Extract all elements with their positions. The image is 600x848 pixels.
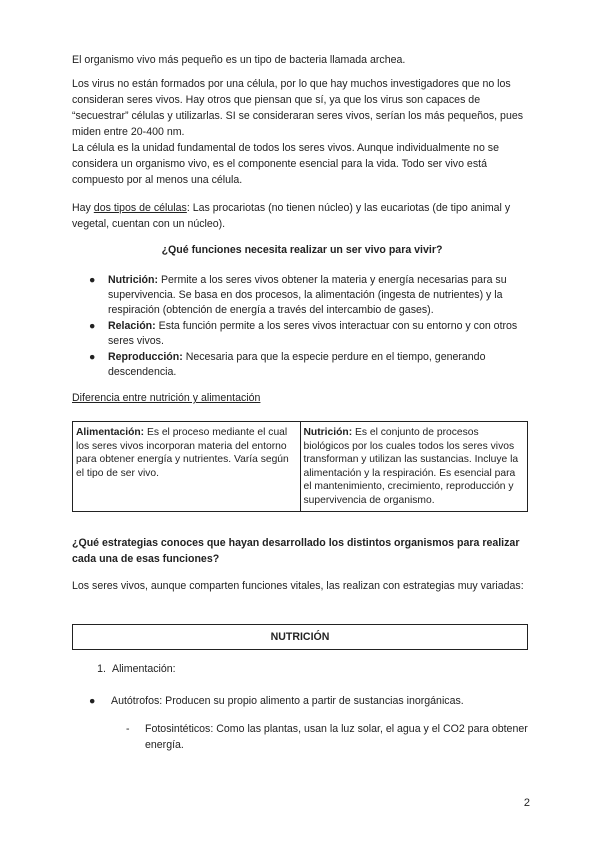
paragraph-celula: La célula es la unidad fundamental de todos los seres vivos. Aunque individualmente no se considera un organismo vivo, es el componente esencial para la vida. Todo ser vivo está compuesto por al menos una célula. <box>72 142 499 186</box>
bullet-autotrofos <box>72 693 532 709</box>
dash-item-fotosinteticos <box>126 721 532 753</box>
definition: Es el conjunto de procesos biológicos por los cuales todos los seres vivos transforman y utilizan las sustancias. Incluye la alimentación y la respiración. Es esencial para el mantenimiento, crecimiento, reproducción y supervivencia de organismo. <box>303 427 519 506</box>
description: Esta función permite a los seres vivos interactuar con su entorno y con otros seres vivos. <box>108 320 518 347</box>
bullet-icon: ● <box>89 695 96 707</box>
term: Nutrición: <box>108 274 159 286</box>
autotrofos-text: Autótrofos: Producen su propio alimento a partir de sustancias inorgánicas. <box>111 695 464 707</box>
cell-alimentacion <box>73 422 301 512</box>
paragraph-prefix: Hay <box>72 202 94 214</box>
paragraph-virus: Los virus no están formados por una célula, por lo que hay muchos investigadores que no los consideran seres vivos. Hay otros que piensan que sí, ya que los virus son capaces de “secuestrar” células y utilizarlas. SI se consideraran seres vivos, serían los más pequeños, pues miden entre 20-400 nm. <box>72 78 524 138</box>
term: Reproducción: <box>108 351 183 363</box>
list-item-reproduccion <box>72 350 532 380</box>
numbered-item-text: Alimentación: <box>112 663 176 675</box>
paragraph-estrategias: Los seres vivos, aunque comparten funciones vitales, las realizan con estrategias muy variadas: <box>72 580 524 592</box>
term: Nutrición: <box>303 427 353 438</box>
list-item-relacion <box>72 319 532 349</box>
difference-heading: Diferencia entre nutrición y alimentación <box>72 392 261 404</box>
underlined-term: dos tipos de células <box>93 202 187 214</box>
table-row <box>73 422 528 512</box>
definition: Es el proceso mediante el cual los seres vivos incorporan materia del entorno para obtener energía y nutrientes. Varía según el tipo de ser vivo. <box>76 427 289 479</box>
cell-nutricion <box>300 422 528 512</box>
question-funciones: ¿Qué funciones necesita realizar un ser vivo para vivir? <box>161 244 443 256</box>
numbered-item-alimentacion <box>72 661 532 677</box>
comparison-table <box>72 421 528 512</box>
description: Permite a los seres vivos obtener la materia y energía necesarias para su supervivencia. Se basa en dos procesos, la alimentación (ingesta de nutrientes) y la respiración (obtención de energía a través del intercambio de gases). <box>108 274 507 316</box>
fotosinteticos-text: Fotosintéticos: Como las plantas, usan la luz solar, el agua y el CO2 para obtener energía. <box>145 723 528 751</box>
bullet-icon: ● <box>89 274 96 286</box>
dash-marker: - <box>126 723 130 735</box>
description: Necesaria para que la especie perdure en el tiempo, generando descendencia. <box>108 351 486 378</box>
paragraph-rest: : Las procariotas (no tienen núcleo) y las eucariotas (de tipo animal y vegetal, cuentan con un núcleo). <box>72 202 511 230</box>
list-item-nutricion <box>72 273 532 318</box>
section-title-box: NUTRICIÓN <box>72 624 528 650</box>
term: Alimentación: <box>76 427 145 438</box>
paragraph-tipos-celulas <box>72 200 532 232</box>
bullet-icon: ● <box>89 320 96 332</box>
page-number: 2 <box>523 797 530 809</box>
list-number: 1. <box>97 663 106 675</box>
term: Relación: <box>108 320 156 332</box>
functions-list <box>72 273 532 381</box>
question-estrategias: ¿Qué estrategias conoces que hayan desarrollado los distintos organismos para realizar cada una de esas funciones? <box>72 537 520 565</box>
paragraph-archea: El organismo vivo más pequeño es un tipo de bacteria llamada archea. <box>72 54 406 66</box>
bullet-icon: ● <box>89 351 96 363</box>
